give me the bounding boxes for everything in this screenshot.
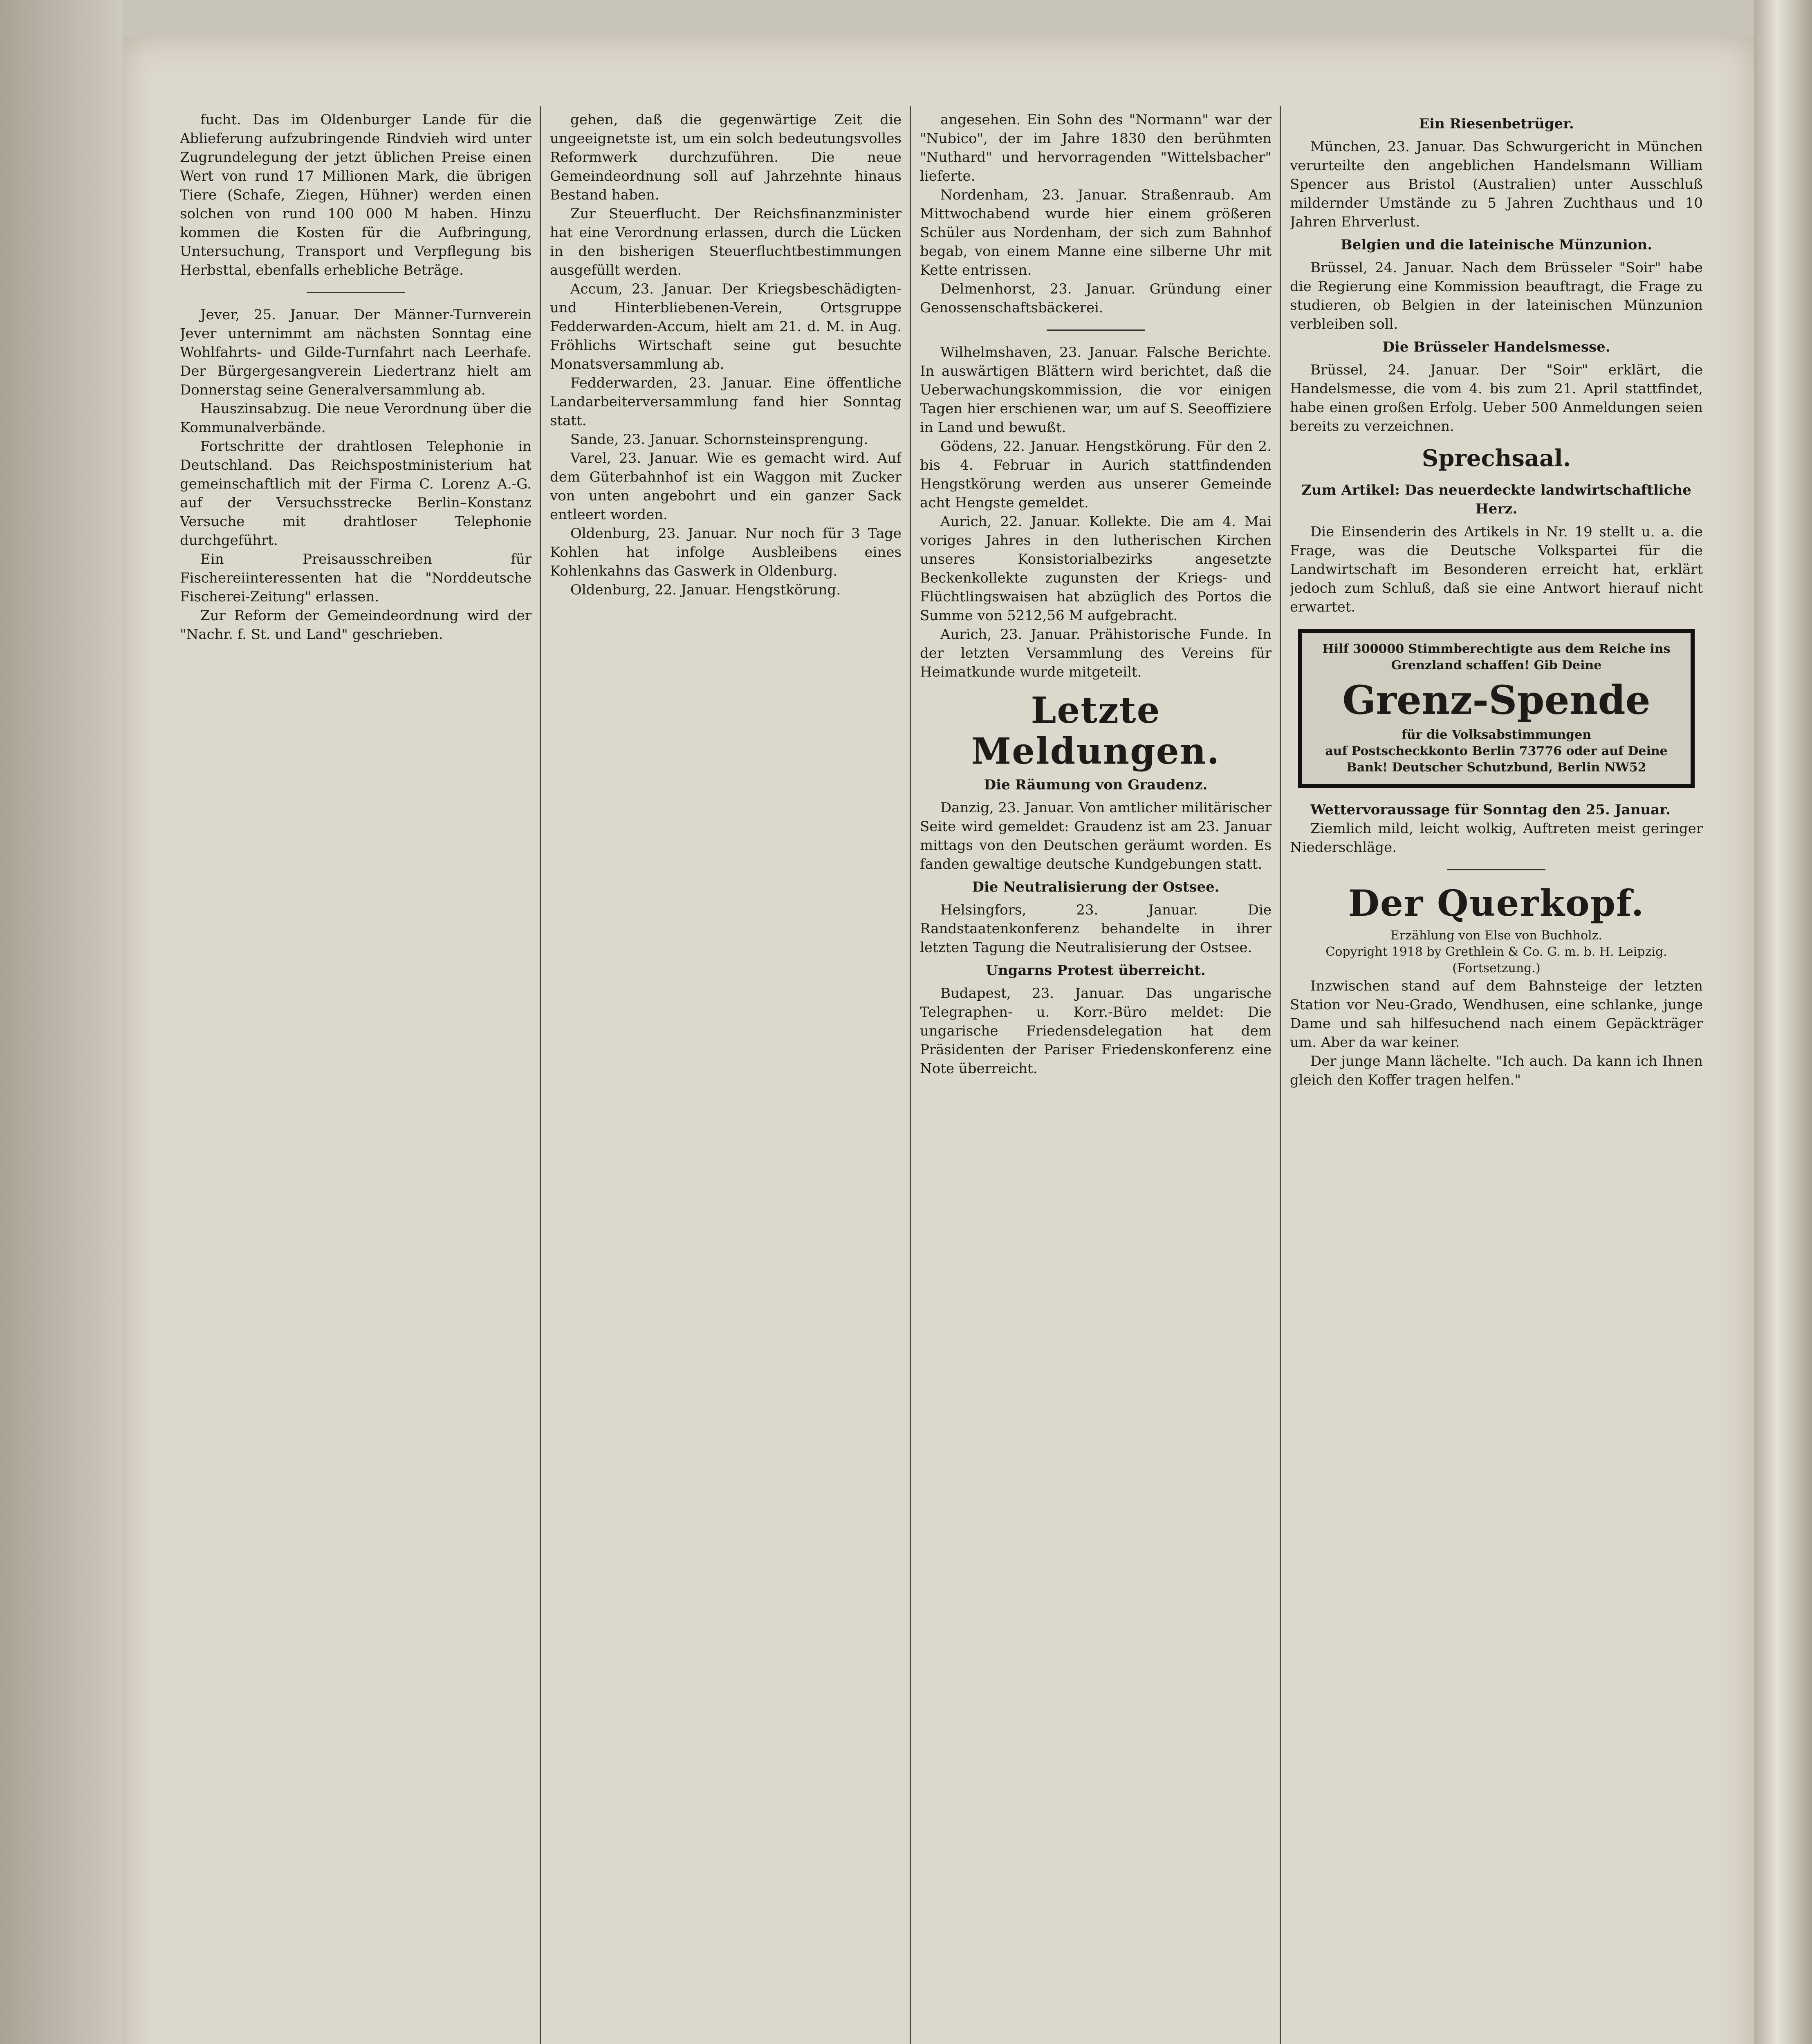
story-continuation: (Fortsetzung.) bbox=[1452, 961, 1541, 975]
news-subheading: Zum Artikel: Das neuerdeckte landwirtschaftliche Herz. bbox=[1301, 482, 1691, 517]
newspaper-page bbox=[123, 37, 1754, 2044]
article-paragraph: Fortschritte der drahtlosen Telephonie in Deutschland. Das Reichspostministerium hat gemeinschaftlich mit der Firma C. Lorenz A.-G. auf der Versuchsstrecke Berlin–Konstanz Versuche mit drahtloser Telephonie durchgeführt. bbox=[180, 438, 531, 549]
article-paragraph: angesehen. Ein Sohn des "Normann" war der "Nubico", der im Jahre 1830 den berühmten "Nuthard" und hervorragenden "Wittelsbacher" lieferte. bbox=[920, 112, 1272, 184]
weather-label: Wettervoraussage für Sonntag den 25. Januar. bbox=[1310, 802, 1671, 818]
column-rule bbox=[910, 106, 911, 2044]
ad-subtitle: für die Volksabstimmungen bbox=[1401, 728, 1592, 742]
column-4 bbox=[1290, 110, 1703, 2044]
article-paragraph: Hauszinsabzug. Die neue Verordnung über die Kommunalverbände. bbox=[180, 401, 531, 436]
story-title: Der Querkopf. bbox=[1348, 882, 1645, 924]
article-paragraph: Varel, 23. Januar. Wie es gemacht wird. Auf dem Güterbahnhof ist ein Waggon mit Zucker von unten angebohrt und ein ganzer Sack entleert worden. bbox=[550, 450, 902, 523]
article-paragraph: Ein Preisausschreiben für Fischereiinteressenten hat die "Norddeutsche Fischerei-Zeitung" erlassen. bbox=[180, 551, 531, 605]
article-paragraph: gehen, daß die gegenwärtige Zeit die ungeeignetste ist, um ein solch bedeutungsvolles Reformwerk durchzuführen. Die neue Gemeindeordnung soll auf Jahrzehnte hinaus Bestand haben. bbox=[550, 112, 902, 203]
article-paragraph: Danzig, 23. Januar. Von amtlicher militärischer Seite wird gemeldet: Graudenz ist am 23. Januar mittags von den Deutschen geräumt worden. Es fanden gewaltige deutsche Kundgebungen statt. bbox=[920, 800, 1272, 872]
column-1 bbox=[180, 110, 531, 2044]
story-copyright: Copyright 1918 by Grethlein & Co. G. m. b. H. Leipzig. bbox=[1325, 945, 1667, 959]
news-subheading: Ein Riesenbetrüger. bbox=[1419, 116, 1574, 132]
news-subheading: Die Brüsseler Handelsmesse. bbox=[1382, 339, 1610, 355]
divider bbox=[1047, 329, 1145, 331]
article-paragraph: Brüssel, 24. Januar. Nach dem Brüsseler "Soir" habe die Regierung eine Kommission beauftragt, die Frage zu studieren, ob Belgien in der lateinischen Münzunion verbleiben soll. bbox=[1290, 260, 1703, 332]
article-paragraph: Jever, 25. Januar. Der Männer-Turnverein Jever unternimmt am nächsten Sonntag eine Wohlfahrts- und Gilde-Turnfahrt nach Leerhafe. Der Bürgergesangverein Liedertranz hielt am Donnerstag seine Generalversammlung ab. bbox=[180, 307, 531, 398]
article-paragraph: Zur Steuerflucht. Der Reichsfinanzminister hat eine Verordnung erlassen, durch die Lücken in den bisherigen Steuerfluchtbestimmungen ausgefüllt werden. bbox=[550, 206, 902, 278]
article-paragraph: Der junge Mann lächelte. "Ich auch. Da kann ich Ihnen gleich den Koffer tragen helfen." bbox=[1290, 1053, 1703, 1088]
article-paragraph: Sande, 23. Januar. Schornsteinsprengung. bbox=[570, 431, 868, 448]
weather-text: Ziemlich mild, leicht wolkig, Auftreten meist geringer Niederschläge. bbox=[1290, 820, 1703, 856]
article-paragraph: Delmenhorst, 23. Januar. Gründung einer Genossenschaftsbäckerei. bbox=[920, 281, 1272, 316]
article-paragraph: Wilhelmshaven, 23. Januar. Falsche Berichte. In auswärtigen Blättern wird berichtet, daß die Ueberwachungskommission, die vor einigen Tagen hier erschienen war, um auf S. Seeoffiziere in Land und bewußt. bbox=[920, 344, 1272, 436]
article-paragraph: Fedderwarden, 23. Januar. Eine öffentliche Landarbeiterversammlung fand hier Sonntag statt. bbox=[550, 375, 902, 429]
article-paragraph: Helsingfors, 23. Januar. Die Randstaatenkonferenz behandelte in ihrer letzten Tagung die Neutralisierung der Ostsee. bbox=[920, 902, 1272, 956]
ad-title: Grenz-Spende bbox=[1342, 677, 1651, 723]
advertisement-box bbox=[1298, 629, 1695, 788]
article-paragraph: fucht. Das im Oldenburger Lande für die Ablieferung aufzubringende Rindvieh wird unter Zugrundelegung der jetzt üblichen Preise einen Wert von rund 17 Millionen Mark, die übrigen Tiere (Schafe, Ziegen, Hühner) werden einen solchen von rund 100 000 M haben. Hinzu kommen die Kosten für die Aufbringung, Untersuchung, Transport und Verpflegung bis Herbsttal, ebenfalls erhebliche Beträge. bbox=[180, 112, 531, 278]
column-rule bbox=[1280, 106, 1281, 2044]
divider bbox=[307, 292, 405, 293]
article-paragraph: München, 23. Januar. Das Schwurgericht in München verurteilte den angeblichen Handelsmann William Spencer aus Bristol (Australien) unter Ausschluß mildernder Umstände zu 5 Jahren Zuchthaus und 10 Jahren Ehrverlust. bbox=[1290, 139, 1703, 230]
article-paragraph: Brüssel, 24. Januar. Der "Soir" erklärt, die Handelsmesse, die vom 4. bis zum 21. April stattfindet, habe einen großen Erfolg. Ueber 500 Anmeldungen seien bereits zu verzeichnen. bbox=[1290, 362, 1703, 435]
section-headline: Sprechsaal. bbox=[1422, 445, 1571, 472]
story-author: Erzählung von Else von Buchholz. bbox=[1390, 928, 1602, 943]
article-paragraph: Die Einsenderin des Artikels in Nr. 19 stellt u. a. die Frage, was die Deutsche Volkspartei für die Landwirtschaft im Besonderen erreicht hat, erklärt jedoch zum Schluß, daß sie eine Antwort hierauf nicht erwartet. bbox=[1290, 524, 1703, 615]
article-paragraph: Oldenburg, 23. Januar. Nur noch für 3 Tage Kohlen hat infolge Ausbleibens eines Kohlenkahns das Gaswerk in Oldenburg. bbox=[550, 525, 902, 579]
article-paragraph: Nordenham, 23. Januar. Straßenraub. Am Mittwochabend wurde hier einem größeren Schüler aus Nordenham, der sich zum Bahnhof begab, von einem Manne eine silberne Uhr mit Kette entrissen. bbox=[920, 187, 1272, 278]
article-paragraph: Gödens, 22. Januar. Hengstkörung. Für den 2. bis 4. Februar in Aurich stattfindenden Hengstkörung werden aus unserer Gemeinde acht Hengste gemeldet. bbox=[920, 438, 1272, 511]
article-paragraph: Inzwischen stand auf dem Bahnsteige der letzten Station vor Neu-Grado, Wendhusen, eine schlanke, junge Dame und sah hilfesuchend nach einem Gepäckträger um. Aber da war keiner. bbox=[1290, 978, 1703, 1051]
column-rule bbox=[540, 106, 541, 2044]
article-paragraph: Accum, 23. Januar. Der Kriegsbeschädigten- und Hinterbliebenen-Verein, Ortsgruppe Fedderwarden-Accum, hielt am 21. d. M. in Aug. Fröhlichs Wirtschaft seine gut besuchte Monatsversammlung ab. bbox=[550, 281, 902, 372]
article-paragraph: Aurich, 23. Januar. Prähistorische Funde. In der letzten Versammlung des Vereins für Heimatkunde wurde mitgeteilt. bbox=[920, 626, 1272, 680]
article-paragraph: Oldenburg, 22. Januar. Hengstkörung. bbox=[570, 582, 841, 598]
article-paragraph: Aurich, 22. Januar. Kollekte. Die am 4. Mai voriges Jahres in den lutherischen Kirchen unseres Konsistorialbezirks angesetzte Beckenkollekte zugunsten der Kriegs- und Flüchtlingswaisen hat abzüglich des Portos die Summe von 5212,56 M aufgebracht. bbox=[920, 513, 1272, 624]
news-subheading: Die Neutralisierung der Ostsee. bbox=[972, 879, 1220, 895]
news-subheading: Die Räumung von Graudenz. bbox=[984, 777, 1208, 793]
ad-bottom-text: auf Postscheckkonto Berlin 73776 oder auf Deine Bank! Deutscher Schutzbund, Berlin NW52 bbox=[1325, 744, 1668, 775]
divider bbox=[1447, 869, 1545, 870]
news-subheading: Ungarns Protest überreicht. bbox=[986, 962, 1206, 979]
ad-top-text: Hilf 300000 Stimmberechtigte aus dem Reiche ins Grenzland schaffen! Gib Deine bbox=[1322, 642, 1671, 672]
section-headline: Letzte Meldungen. bbox=[971, 689, 1220, 772]
column-2 bbox=[550, 110, 902, 2044]
page-left-margin bbox=[0, 0, 123, 2044]
article-paragraph: Zur Reform der Gemeindeordnung wird der "Nachr. f. St. und Land" geschrieben. bbox=[180, 607, 531, 643]
column-3 bbox=[920, 110, 1272, 2044]
page-binding bbox=[1754, 0, 1812, 2044]
article-paragraph: Budapest, 23. Januar. Das ungarische Telegraphen- u. Korr.-Büro meldet: Die ungarische Friedensdelegation hat dem Präsidenten der Pariser Friedenskonferenz eine Note überreicht. bbox=[920, 985, 1272, 1077]
news-subheading: Belgien und die lateinische Münzunion. bbox=[1340, 237, 1653, 253]
